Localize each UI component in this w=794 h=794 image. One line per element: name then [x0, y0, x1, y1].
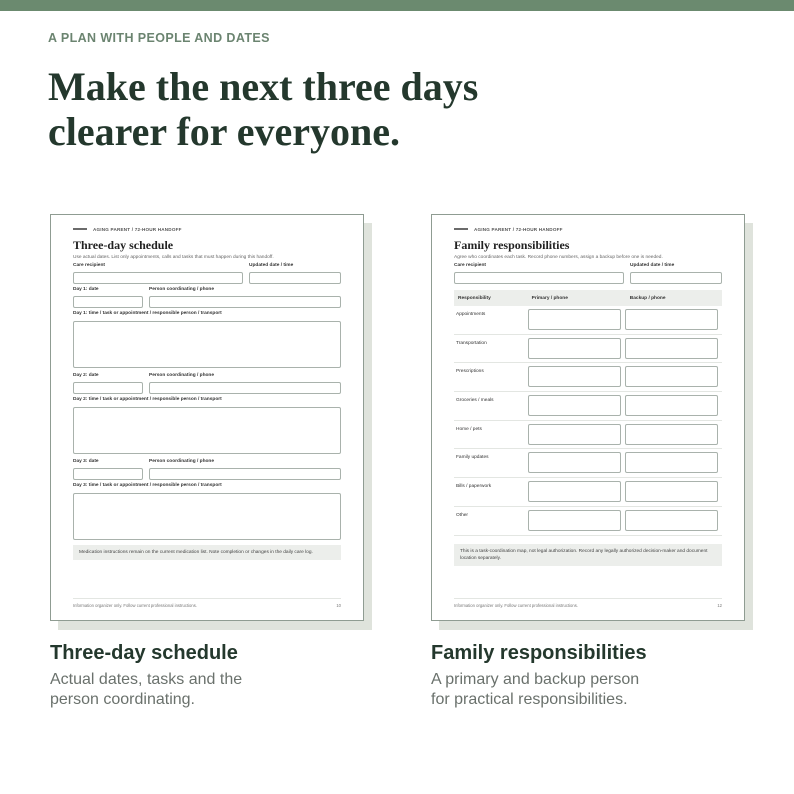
- day-task-label: Day 3: time / task or appointment / responsible person / transport: [73, 483, 222, 488]
- responsibility-name: Other: [456, 512, 468, 518]
- day1-task-field[interactable]: [73, 321, 341, 368]
- backup-phone-field[interactable]: [625, 510, 718, 531]
- sheet-kicker: [73, 225, 341, 233]
- primary-phone-field[interactable]: [528, 510, 621, 531]
- kicker-dash: [454, 228, 468, 230]
- day3-date-field[interactable]: [73, 468, 143, 480]
- responsibility-name: Prescriptions: [456, 369, 484, 375]
- sheet-kicker-text: AGING PARENT / 72-HOUR HANDOFF: [474, 226, 563, 232]
- page-headline: Make the next three days clearer for everyone.: [48, 64, 479, 154]
- schedule-sheet-preview: [50, 214, 364, 621]
- sheet-subtitle: Agree who coordinates each task. Record phone numbers, assign a backup before one is needed.: [454, 255, 663, 260]
- primary-phone-field[interactable]: [528, 338, 621, 359]
- primary-phone-field[interactable]: [528, 481, 621, 502]
- day2-person-field[interactable]: [149, 382, 341, 394]
- eyebrow-label: A PLAN WITH PEOPLE AND DATES: [48, 31, 270, 45]
- footer-disclaimer: Information organizer only. Follow current professional instructions.: [454, 603, 578, 608]
- day-person-label: Person coordinating / phone: [149, 287, 215, 292]
- caption-title-schedule: Three-day schedule: [50, 642, 238, 664]
- responsibility-row: [454, 335, 722, 364]
- day-person-label: Person coordinating / phone: [149, 373, 215, 378]
- kicker-dash: [73, 228, 87, 230]
- responsibility-table-header: [454, 290, 722, 306]
- day2-task-field[interactable]: [73, 407, 341, 454]
- backup-phone-field[interactable]: [625, 309, 718, 330]
- backup-phone-field[interactable]: [625, 366, 718, 387]
- caption-text-responsibilities: A primary and backup person for practical responsibilities.: [431, 671, 640, 708]
- day-date-label: Day 3: date: [73, 459, 99, 464]
- schedule-sheet: [50, 214, 364, 621]
- day-person-label: Person coordinating / phone: [149, 459, 215, 464]
- updated-field[interactable]: [249, 272, 341, 284]
- responsibility-name: Family updates: [456, 455, 489, 461]
- day-task-label: Day 1: time / task or appointment / responsible person / transport: [73, 311, 222, 316]
- sheet-footer: [73, 598, 341, 608]
- responsibility-row: [454, 507, 722, 536]
- day3-task-field[interactable]: [73, 493, 341, 540]
- backup-phone-field[interactable]: [625, 452, 718, 473]
- care-recipient-label: Care recipient: [454, 263, 486, 268]
- care-recipient-field[interactable]: [73, 272, 243, 284]
- day1-date-field[interactable]: [73, 296, 143, 308]
- updated-label: Updated date / time: [630, 263, 675, 268]
- responsibilities-sheet-preview: [431, 214, 745, 621]
- primary-phone-field[interactable]: [528, 424, 621, 445]
- sheet-kicker: [454, 225, 722, 233]
- primary-phone-field[interactable]: [528, 309, 621, 330]
- column-header: Backup / phone: [629, 295, 666, 301]
- primary-phone-field[interactable]: [528, 395, 621, 416]
- caption-title-responsibilities: Family responsibilities: [431, 642, 647, 664]
- responsibility-row: [454, 421, 722, 450]
- responsibility-name: Groceries / meals: [456, 398, 494, 404]
- responsibility-row: [454, 306, 722, 335]
- updated-label: Updated date / time: [249, 263, 294, 268]
- responsibility-name: Home / pets: [456, 426, 482, 432]
- caption-text-schedule: Actual dates, tasks and the person coordinating.: [50, 671, 243, 708]
- responsibilities-note: This is a task-coordination map, not legal authorization. Record any legally authorized decision-maker and document location separately.: [454, 544, 722, 566]
- column-header: Primary / phone: [531, 295, 568, 301]
- responsibility-name: Transportation: [456, 340, 487, 346]
- backup-phone-field[interactable]: [625, 481, 718, 502]
- responsibility-row: [454, 478, 722, 507]
- sheet-kicker-text: AGING PARENT / 72-HOUR HANDOFF: [93, 226, 182, 232]
- backup-phone-field[interactable]: [625, 338, 718, 359]
- day-date-label: Day 2: date: [73, 373, 99, 378]
- day1-person-field[interactable]: [149, 296, 341, 308]
- day-date-label: Day 1: date: [73, 287, 99, 292]
- column-header: Responsibility: [458, 295, 491, 301]
- sheet-footer: [454, 598, 722, 608]
- day2-date-field[interactable]: [73, 382, 143, 394]
- responsibility-table-body: [454, 306, 722, 536]
- page-number: 12: [717, 603, 722, 608]
- responsibilities-sheet: [431, 214, 745, 621]
- sheet-title: Three-day schedule: [73, 238, 174, 252]
- day3-person-field[interactable]: [149, 468, 341, 480]
- sheet-subtitle: Use actual dates. List only appointments, calls and tasks that must happen during this handoff.: [73, 255, 274, 260]
- schedule-note: Medication instructions remain on the current medication list. Note completion or changes in the daily care log.: [73, 545, 341, 560]
- page-number: 10: [336, 603, 341, 608]
- primary-phone-field[interactable]: [528, 452, 621, 473]
- footer-disclaimer: Information organizer only. Follow current professional instructions.: [73, 603, 197, 608]
- responsibility-row: [454, 363, 722, 392]
- day-task-label: Day 2: time / task or appointment / responsible person / transport: [73, 397, 222, 402]
- top-accent-bar: [0, 0, 794, 11]
- backup-phone-field[interactable]: [625, 424, 718, 445]
- primary-phone-field[interactable]: [528, 366, 621, 387]
- care-recipient-label: Care recipient: [73, 263, 105, 268]
- backup-phone-field[interactable]: [625, 395, 718, 416]
- responsibility-name: Appointments: [456, 312, 486, 317]
- sheet-title: Family responsibilities: [454, 238, 570, 252]
- responsibility-row: [454, 392, 722, 421]
- updated-field[interactable]: [630, 272, 722, 284]
- responsibility-name: Bills / paperwork: [456, 484, 492, 490]
- responsibility-row: [454, 449, 722, 478]
- care-recipient-field[interactable]: [454, 272, 624, 284]
